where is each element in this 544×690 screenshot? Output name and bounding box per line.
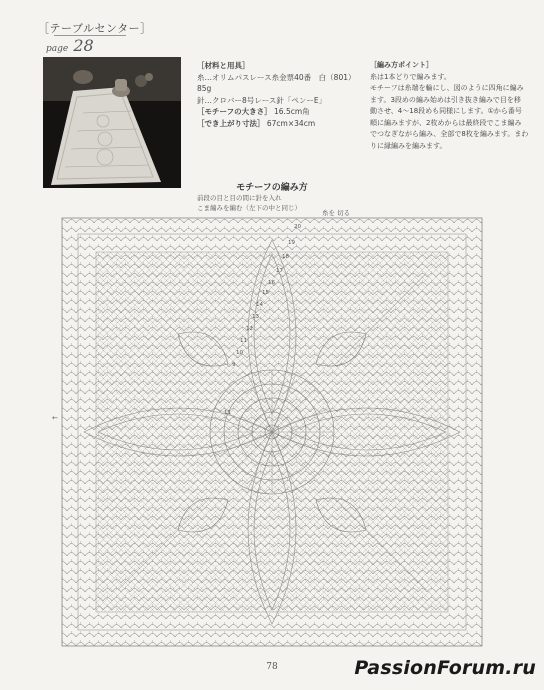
- diagram-note-line1: 前段の目と目の間に針を入れ: [197, 194, 282, 202]
- row-label: 11: [240, 338, 247, 344]
- points-line: 動させ、4〜18段めも同様にします。①から番号: [370, 107, 522, 115]
- photo-illustration: [43, 57, 181, 188]
- row-label: 20: [294, 224, 301, 230]
- motif-size-value: 16.5cm角: [274, 107, 310, 116]
- finished-size-label: ［でき上がり寸法］: [197, 118, 265, 128]
- row-label: 15: [262, 290, 269, 296]
- row-label: 10: [236, 350, 243, 356]
- materials-needle: 針…クロバー8号レース針「ペンーE」: [197, 95, 327, 105]
- row-label: 18: [282, 254, 289, 260]
- arrow-icon: ←: [52, 414, 58, 422]
- points-line: りに縁編みを編みます。: [370, 141, 447, 150]
- diagram-note-line2: こま編みを編む（左下の中と同じ）: [197, 204, 301, 212]
- page-reference-number: 28: [73, 36, 94, 55]
- row-label: 16: [268, 280, 275, 286]
- page-reference: [46, 36, 94, 55]
- page-number: 78: [266, 662, 278, 672]
- points-line: でつなぎながら編み、全部で8枚を編みます。まわ: [370, 130, 529, 138]
- row-label: 19: [288, 240, 295, 246]
- materials-yarn: 糸…オリムパスレース糸金票40番 白（801）85g: [197, 72, 356, 93]
- row-label: 9: [232, 362, 236, 368]
- table-center-photo: [43, 57, 181, 188]
- motif-size-label: ［モチーフの大きさ］: [197, 107, 272, 116]
- row-label: 12: [246, 326, 253, 332]
- crochet-motif-diagram: [52, 214, 486, 650]
- materials-block: [197, 60, 367, 129]
- diagram-title: モチーフの編み方: [236, 183, 308, 193]
- points-line: 糸は1本どりで編みます。: [370, 72, 451, 81]
- row-label: 13: [252, 314, 259, 320]
- points-line: モチーフは糸端を輪にし、図のように四角に編み: [370, 84, 524, 92]
- points-line: 順に編みますが、2枚めからは最終段でこま編み: [370, 118, 522, 127]
- row-label: 14: [256, 302, 263, 308]
- materials-heading: ［材料と用具］: [197, 61, 250, 70]
- site-watermark: PassionForum.ru: [354, 657, 536, 679]
- cut-yarn-note: 糸を 切る: [322, 209, 351, 217]
- section-title: ［テーブルセンター］: [38, 22, 152, 35]
- row-label: 17: [276, 268, 283, 274]
- page-prefix: page: [46, 44, 69, 54]
- start-label: 11: [224, 410, 231, 416]
- points-heading: ［編み方ポイント］: [370, 61, 433, 69]
- points-line: ます。3段めの編み始めは引き抜き編みで目を移: [370, 95, 521, 104]
- finished-size-value: 67cm×34cm: [266, 118, 316, 128]
- instructions-block: [370, 60, 530, 152]
